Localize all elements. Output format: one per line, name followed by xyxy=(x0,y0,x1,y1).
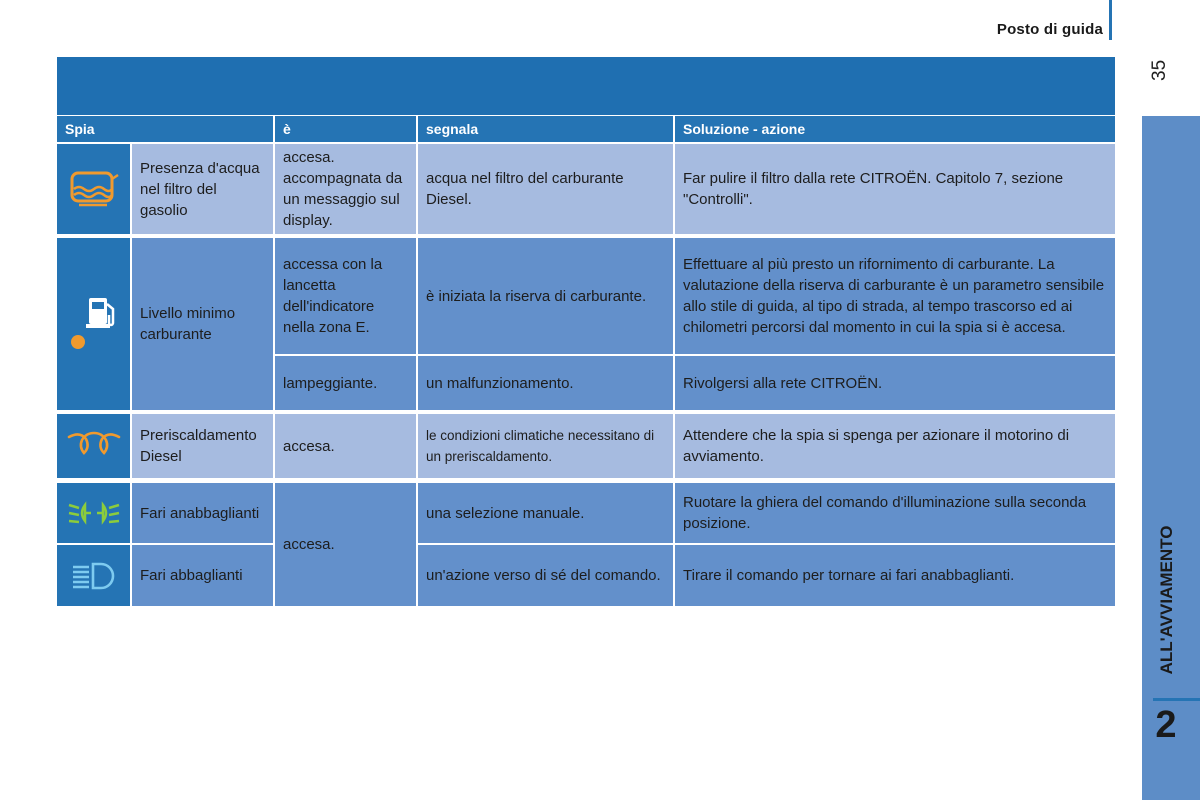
column-header-state: è xyxy=(275,116,416,142)
glow-plug-icon xyxy=(67,429,121,463)
warning-signals: è iniziata la riserva di carburante. xyxy=(418,238,673,354)
indicator-solution: Tirare il comando per tornare ai fari anabbaglianti. xyxy=(675,545,1115,606)
column-header-solution: Soluzione - azione xyxy=(675,116,1115,142)
warning-icon-cell xyxy=(57,144,130,234)
fuel-pump-icon xyxy=(69,294,119,354)
column-header-signals: segnala xyxy=(418,116,673,142)
indicator-state: accesa. xyxy=(275,483,416,606)
warning-name: Preriscaldamento Diesel xyxy=(132,414,273,478)
chapter-number: 2 xyxy=(1155,704,1177,746)
chapter-rule xyxy=(1153,698,1200,701)
warning-state: accesa. accompagnata da un messaggio sul display. xyxy=(275,144,416,234)
indicator-icon-cell xyxy=(57,483,130,543)
warning-signals: le condizioni climatiche necessitano di un preriscaldamento. xyxy=(418,414,673,478)
dipped-beam-icon xyxy=(67,497,121,529)
indicator-name: Fari anabbaglianti xyxy=(132,483,273,543)
indicator-signals: un'azione verso di sé del comando. xyxy=(418,545,673,606)
warning-state: accessa con la lancetta dell'indicatore nella zona E. xyxy=(275,238,416,354)
warning-state: accesa. xyxy=(275,414,416,478)
chapter-title: ALL'AVVIAMENTO xyxy=(1157,525,1176,675)
indicator-signals: una selezione manuale. xyxy=(418,483,673,543)
warning-solution: Attendere che la spia si spenga per azionare il motorino di avviamento. xyxy=(675,414,1115,478)
warning-state-flashing: lampeggiante. xyxy=(275,356,416,410)
section-title: Posto di guida xyxy=(996,21,1103,38)
main-beam-icon xyxy=(67,560,121,592)
warning-signals: acqua nel filtro del carburante Diesel. xyxy=(418,144,673,234)
warning-icon-cell xyxy=(57,238,130,410)
indicator-name: Fari abbaglianti xyxy=(132,545,273,606)
warning-solution: Far pulire il filtro dalla rete CITROËN. Capitolo 7, sezione "Controlli". xyxy=(675,144,1115,234)
water-in-fuel-icon xyxy=(69,169,119,209)
warning-name: Presenza d'acqua nel filtro del gasolio xyxy=(132,144,273,234)
table-banner xyxy=(57,57,1115,115)
indicator-icon-cell xyxy=(57,545,130,606)
warning-solution: Effettuare al più presto un rifornimento di carburante. La valutazione della riserva di carburante è un parametro sensibile allo stile di guida, al tipo di strada, al tempo trascorso ed ai chilometri percorsi dal momento in cui la spia si è accesa. xyxy=(675,238,1115,354)
warning-icon-cell xyxy=(57,414,130,478)
warning-solution-flashing: Rivolgersi alla rete CITROËN. xyxy=(675,356,1115,410)
column-header-spia: Spia xyxy=(57,116,273,142)
indicator-solution: Ruotare la ghiera del comando d'illuminazione sulla seconda posizione. xyxy=(675,483,1115,543)
warning-signals-flashing: un malfunzionamento. xyxy=(418,356,673,410)
title-rule xyxy=(1109,0,1112,40)
warning-name: Livello minimo carburante xyxy=(132,238,273,410)
page-number: 35 xyxy=(1149,59,1170,81)
